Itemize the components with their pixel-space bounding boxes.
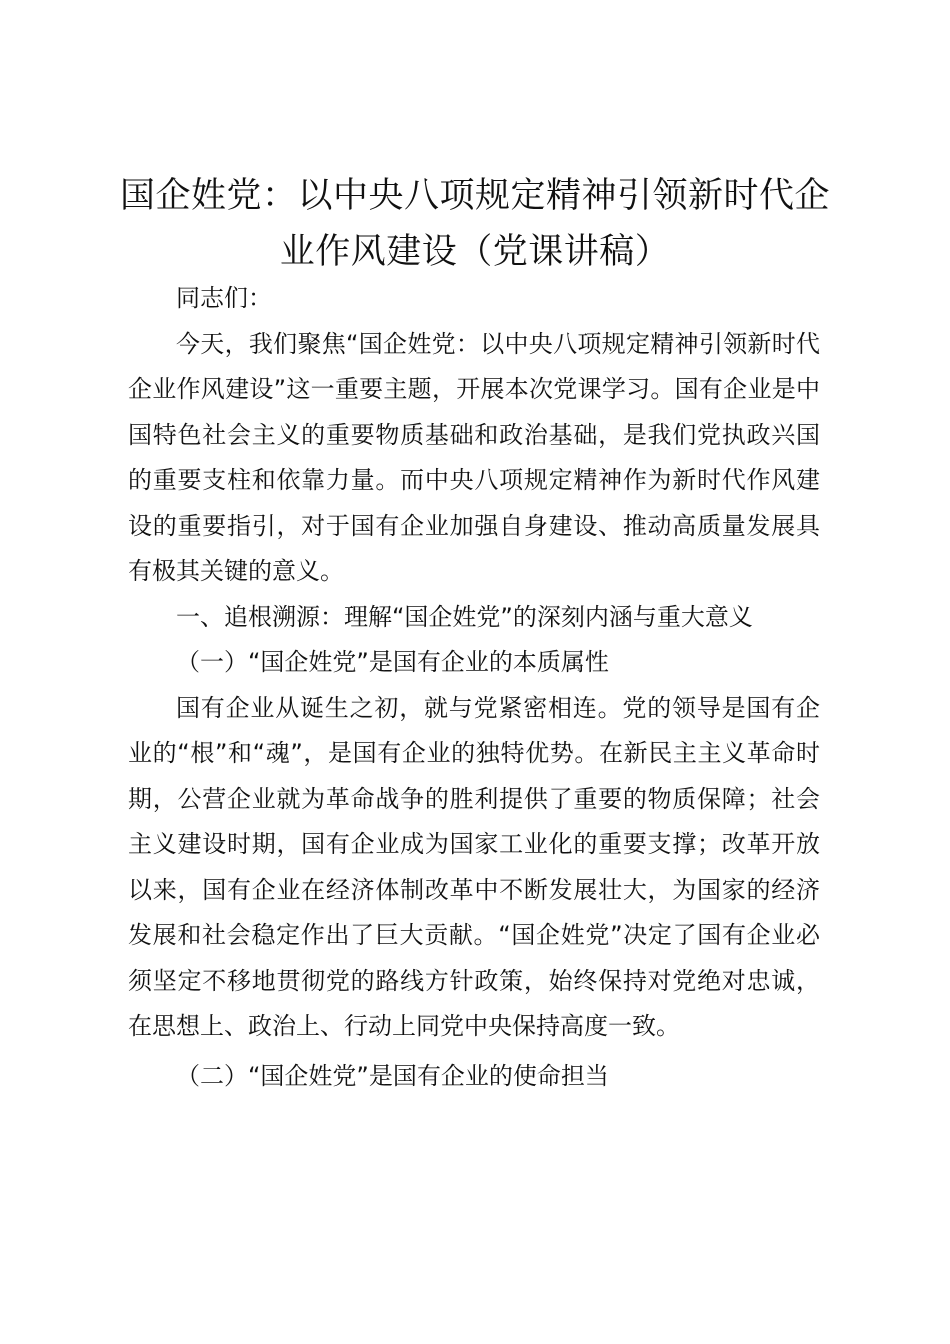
document-body — [128, 276, 820, 1099]
subsection-one-heading: （一）“国企姓党”是国有企业的本质属性 — [176, 648, 609, 676]
document-title: 国企姓党：以中央八项规定精神引领新时代企业作风建设（党课讲稿） — [119, 176, 830, 272]
salutation: 同志们： — [176, 284, 272, 312]
subsection-two-heading: （二）“国企姓党”是国有企业的使命担当 — [176, 1061, 609, 1090]
subsection-one-paragraph: 国有企业从诞生之初，就与党紧密相连。党的领导是国有企业的“根”和“魂”，是国有企业的独特优势。在新民主主义革命时期，公营企业就为革命战争的胜利提供了重要的物质保障；社会主义建设时期，国有企业成为国家工业化的重要支撑；改革开放以来，国有企业在经济体制改革中不断发展壮大，为国家的经济发展和社会稳定作出了巨大贡献。“国企姓党”决定了国有企业必须坚定不移地贯彻党的路线方针政策，始终保持对党绝对忠诚，在思想上、政治上、行动上同党中央保持高度一致。 — [128, 693, 820, 1040]
section-one-heading: 一、追根溯源：理解“国企姓党”的深刻内涵与重大意义 — [176, 602, 753, 631]
intro-paragraph: 今天，我们聚焦“国企姓党：以中央八项规定精神引领新时代企业作风建设”这一重要主题，开展本次党课学习。国有企业是中国特色社会主义的重要物质基础和政治基础，是我们党执政兴国的重要支柱和依靠力量。而中央八项规定精神作为新时代作风建设的重要指引，对于国有企业加强自身建设、推动高质量发展具有极其关键的意义。 — [128, 329, 820, 585]
